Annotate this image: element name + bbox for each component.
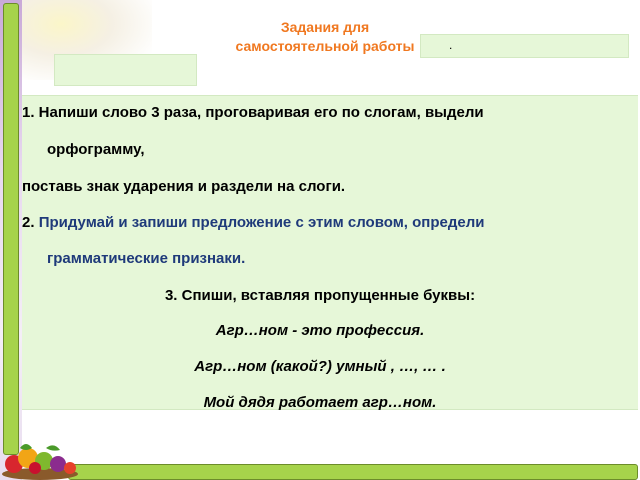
task2-line2: грамматические признаки.: [47, 250, 246, 267]
task1-line2: орфограмму,: [47, 141, 145, 158]
task2-number: 2.: [22, 214, 35, 231]
title-line-1: Задания для: [280, 19, 370, 35]
slide-title: [215, 18, 435, 56]
left-green-bar: [3, 3, 19, 455]
task3-heading: 3. Спиши, вставляя пропущенные буквы:: [164, 287, 476, 304]
title-line-2: самостоятельной работы: [235, 38, 415, 54]
left-band: [54, 54, 197, 86]
title-dot: .: [449, 38, 453, 52]
task1-line1: 1. Напиши слово 3 раза, проговаривая его по слогам, выдели: [22, 104, 484, 121]
task3-sentence-2: Агр…ном (какой?) умный , …, … .: [194, 358, 446, 375]
task2-text: Придумай и запиши предложение с этим словом, определи: [38, 214, 485, 231]
task3-sentence-3: Мой дядя работает агр…ном.: [203, 394, 437, 411]
task2-line1: [22, 214, 484, 231]
task3-sentence-1: Агр…ном - это профессия.: [215, 322, 425, 339]
bottom-green-bar: [68, 464, 638, 480]
fruit-basket-image: [0, 434, 80, 480]
task1-line3: поставь знак ударения и раздели на слоги.: [22, 178, 346, 195]
